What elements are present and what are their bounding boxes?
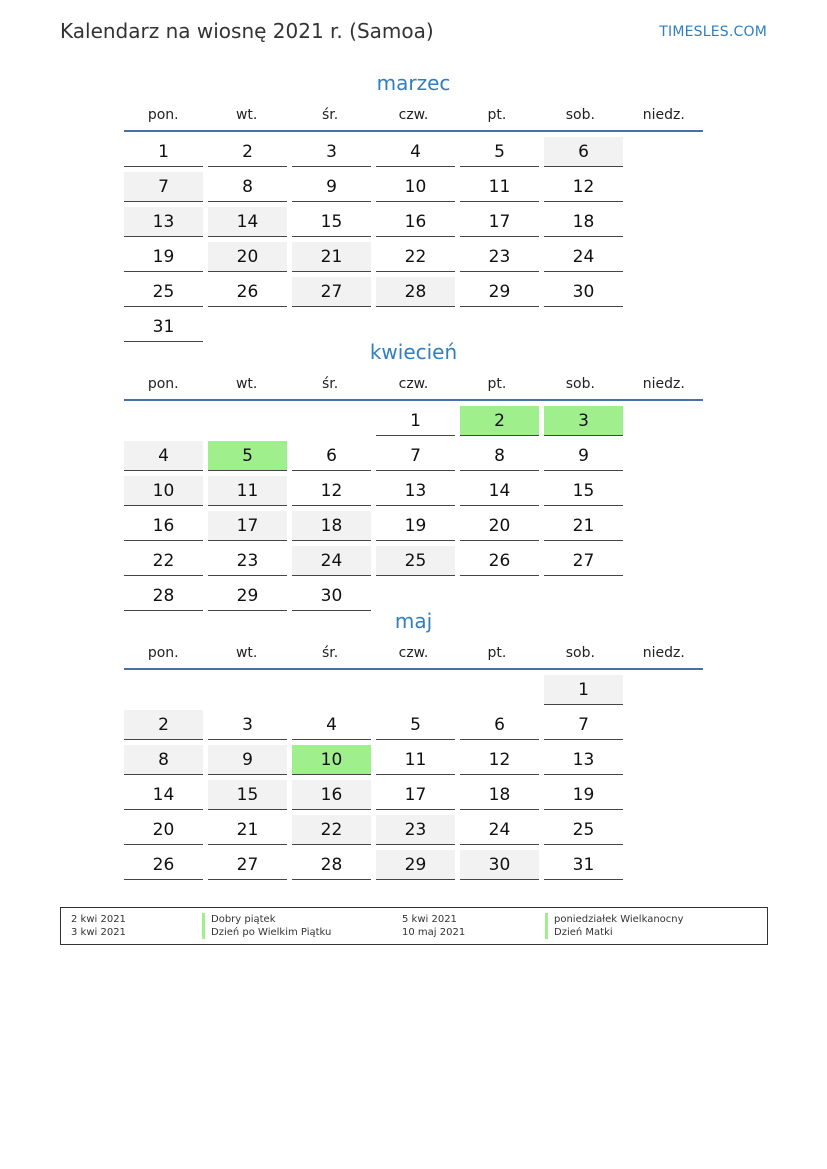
day-cell[interactable]: 6	[544, 137, 623, 167]
day-cell[interactable]: 11	[376, 745, 455, 775]
weekday-header	[124, 375, 703, 401]
weekday-label: pt.	[487, 645, 507, 661]
month-may	[124, 608, 703, 880]
day-cell[interactable]: 16	[376, 207, 455, 237]
weekday-label: wt.	[235, 107, 258, 123]
day-cell[interactable]: 4	[124, 441, 203, 471]
page-title: Kalendarz na wiosnę 2021 r. (Samoa)	[60, 19, 434, 43]
day-cell[interactable]: 31	[124, 312, 203, 342]
day-cell[interactable]: 1	[124, 137, 203, 167]
weekday-label: niedz.	[642, 376, 685, 392]
day-cell[interactable]: 26	[460, 546, 539, 576]
day-cell[interactable]: 30	[460, 850, 539, 880]
weekday-label: niedz.	[642, 645, 685, 661]
empty-cell	[208, 675, 287, 705]
day-cell[interactable]: 13	[124, 207, 203, 237]
day-cell[interactable]: 20	[208, 242, 287, 272]
day-cell[interactable]: 8	[460, 441, 539, 471]
day-cell[interactable]: 30	[292, 581, 371, 611]
day-cell[interactable]: 12	[292, 476, 371, 506]
legend-holiday-name: Dzień Matki	[545, 926, 613, 939]
days-grid	[124, 406, 703, 611]
weekday-label: pt.	[487, 107, 507, 123]
day-cell[interactable]: 29	[208, 581, 287, 611]
empty-cell	[460, 675, 539, 705]
legend-holiday-name: Dzień po Wielkim Piątku	[202, 926, 331, 939]
weekday-label: wt.	[235, 376, 258, 392]
day-cell[interactable]: 10	[124, 476, 203, 506]
day-cell[interactable]: 24	[292, 546, 371, 576]
day-cell[interactable]: 12	[544, 172, 623, 202]
day-cell[interactable]: 7	[376, 441, 455, 471]
day-cell[interactable]: 20	[124, 815, 203, 845]
day-cell[interactable]: 1	[376, 406, 455, 436]
day-cell[interactable]: 22	[292, 815, 371, 845]
weekday-label: pon.	[147, 376, 179, 392]
day-cell[interactable]: 19	[376, 511, 455, 541]
weekday-label: sob.	[565, 645, 595, 661]
day-cell[interactable]: 31	[544, 850, 623, 880]
legend-date: 10 maj 2021	[402, 927, 466, 938]
day-cell[interactable]: 10	[376, 172, 455, 202]
day-cell[interactable]: 25	[544, 815, 623, 845]
day-cell-holiday[interactable]: 2	[460, 406, 539, 436]
day-cell[interactable]: 14	[208, 207, 287, 237]
empty-cell	[292, 675, 371, 705]
day-cell[interactable]: 22	[124, 546, 203, 576]
day-cell[interactable]: 27	[292, 277, 371, 307]
day-cell[interactable]: 7	[544, 710, 623, 740]
weekday-label: czw.	[398, 645, 429, 661]
day-cell[interactable]: 27	[208, 850, 287, 880]
day-cell[interactable]: 4	[292, 710, 371, 740]
day-cell[interactable]: 22	[376, 242, 455, 272]
month-april	[124, 339, 703, 611]
day-cell[interactable]: 25	[124, 277, 203, 307]
day-cell[interactable]: 26	[208, 277, 287, 307]
day-cell[interactable]: 18	[544, 207, 623, 237]
empty-cell	[292, 406, 371, 436]
legend-date: 2 kwi 2021	[71, 914, 126, 925]
day-cell[interactable]: 28	[124, 581, 203, 611]
day-cell[interactable]: 16	[292, 780, 371, 810]
day-cell[interactable]: 17	[376, 780, 455, 810]
day-cell[interactable]: 25	[376, 546, 455, 576]
day-cell[interactable]: 11	[460, 172, 539, 202]
day-cell[interactable]: 21	[208, 815, 287, 845]
empty-cell	[376, 675, 455, 705]
weekday-label: sob.	[565, 107, 595, 123]
day-cell[interactable]: 21	[544, 511, 623, 541]
day-cell[interactable]: 6	[292, 441, 371, 471]
day-cell[interactable]: 11	[208, 476, 287, 506]
day-cell[interactable]: 5	[376, 710, 455, 740]
day-cell[interactable]: 28	[292, 850, 371, 880]
weekday-label: czw.	[398, 107, 429, 123]
legend-date: 3 kwi 2021	[71, 927, 126, 938]
weekday-label: śr.	[321, 376, 339, 392]
day-cell[interactable]: 12	[460, 745, 539, 775]
empty-cell	[208, 406, 287, 436]
day-cell[interactable]: 17	[460, 207, 539, 237]
weekday-header	[124, 644, 703, 670]
month-march	[124, 70, 703, 342]
weekday-label: pt.	[487, 376, 507, 392]
weekday-label: czw.	[398, 376, 429, 392]
month-name: marzec	[376, 71, 451, 95]
day-cell[interactable]: 14	[124, 780, 203, 810]
day-cell[interactable]: 15	[292, 207, 371, 237]
days-grid	[124, 137, 703, 342]
legend-holiday-name: poniedziałek Wielkanocny	[545, 913, 684, 926]
day-cell[interactable]: 4	[376, 137, 455, 167]
month-name: maj	[394, 609, 433, 633]
weekday-label: pon.	[147, 107, 179, 123]
legend-holiday-name: Dobry piątek	[202, 913, 276, 926]
day-cell[interactable]: 8	[208, 172, 287, 202]
day-cell[interactable]: 5	[460, 137, 539, 167]
day-cell[interactable]: 2	[124, 710, 203, 740]
day-cell[interactable]: 24	[460, 815, 539, 845]
weekday-label: niedz.	[642, 107, 685, 123]
day-cell[interactable]: 9	[208, 745, 287, 775]
empty-cell	[124, 406, 203, 436]
day-cell[interactable]: 9	[292, 172, 371, 202]
day-cell[interactable]: 14	[460, 476, 539, 506]
day-cell[interactable]: 17	[208, 511, 287, 541]
weekday-label: wt.	[235, 645, 258, 661]
day-cell[interactable]: 23	[460, 242, 539, 272]
brand-logo[interactable]: TIMESLES.COM	[659, 24, 767, 40]
day-cell[interactable]: 30	[544, 277, 623, 307]
day-cell[interactable]: 2	[208, 137, 287, 167]
weekday-header	[124, 106, 703, 132]
day-cell-holiday[interactable]: 10	[292, 745, 371, 775]
day-cell[interactable]: 18	[460, 780, 539, 810]
day-cell[interactable]: 19	[544, 780, 623, 810]
day-cell[interactable]: 13	[544, 745, 623, 775]
day-cell[interactable]: 24	[544, 242, 623, 272]
day-cell-holiday[interactable]: 3	[544, 406, 623, 436]
day-cell[interactable]: 3	[292, 137, 371, 167]
day-cell[interactable]: 3	[208, 710, 287, 740]
weekday-label: pon.	[147, 645, 179, 661]
day-cell[interactable]: 1	[544, 675, 623, 705]
day-cell[interactable]: 15	[544, 476, 623, 506]
day-cell[interactable]: 8	[124, 745, 203, 775]
weekday-label: śr.	[321, 645, 339, 661]
holiday-legend	[60, 907, 768, 945]
day-cell-holiday[interactable]: 5	[208, 441, 287, 471]
day-cell[interactable]: 29	[376, 850, 455, 880]
day-cell[interactable]: 27	[544, 546, 623, 576]
day-cell[interactable]: 15	[208, 780, 287, 810]
day-cell[interactable]: 21	[292, 242, 371, 272]
day-cell[interactable]: 23	[376, 815, 455, 845]
day-cell[interactable]: 23	[208, 546, 287, 576]
empty-cell	[124, 675, 203, 705]
day-cell[interactable]: 6	[460, 710, 539, 740]
day-cell[interactable]: 20	[460, 511, 539, 541]
day-cell[interactable]: 18	[292, 511, 371, 541]
days-grid	[124, 675, 703, 880]
day-cell[interactable]: 28	[376, 277, 455, 307]
month-name: kwiecień	[369, 340, 458, 364]
weekday-label: śr.	[321, 107, 339, 123]
day-cell[interactable]: 13	[376, 476, 455, 506]
day-cell[interactable]: 9	[544, 441, 623, 471]
day-cell[interactable]: 16	[124, 511, 203, 541]
day-cell[interactable]: 26	[124, 850, 203, 880]
weekday-label: sob.	[565, 376, 595, 392]
legend-date: 5 kwi 2021	[402, 914, 457, 925]
day-cell[interactable]: 7	[124, 172, 203, 202]
day-cell[interactable]: 29	[460, 277, 539, 307]
day-cell[interactable]: 19	[124, 242, 203, 272]
